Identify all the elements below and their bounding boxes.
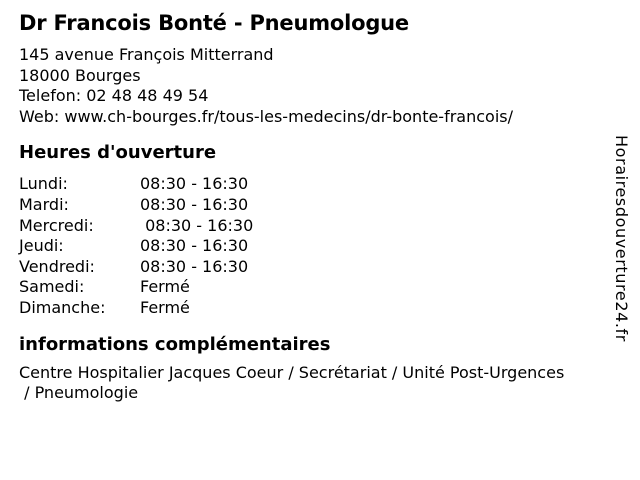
additional-info-heading: informations complémentaires	[19, 333, 331, 355]
hours-row-saturday	[19, 277, 640, 298]
address-line-street: 145 avenue François Mitterrand	[19, 45, 274, 64]
opening-hours-table	[19, 174, 640, 318]
hours-row-friday	[19, 257, 640, 278]
day-hours: 08:30 - 16:30	[140, 256, 249, 276]
day-hours: 08:30 - 16:30	[140, 174, 249, 194]
web-line	[19, 107, 640, 128]
hours-row-sunday	[19, 298, 640, 319]
additional-info-text	[19, 363, 619, 404]
opening-hours-heading: Heures d'ouverture	[19, 142, 217, 164]
contact-block	[19, 45, 640, 127]
phone-label: Telefon:	[19, 86, 82, 106]
address-line-city: 18000 Bourges	[19, 65, 141, 85]
page-title: Dr Francois Bonté - Pneumologue	[19, 11, 409, 35]
hours-row-monday	[19, 174, 640, 195]
day-label: Lundi:	[19, 174, 68, 194]
phone-number: 02 48 48 49 54	[86, 86, 209, 106]
additional-info-line: / Pneumologie	[19, 383, 139, 403]
hours-row-thursday	[19, 236, 640, 257]
day-label: Vendredi:	[19, 256, 95, 276]
web-label: Web:	[19, 106, 60, 126]
day-label: Mardi:	[19, 194, 69, 214]
additional-info-line: Centre Hospitalier Jacques Coeur / Secrétariat / Unité Post-Urgences	[19, 362, 565, 382]
day-hours: 08:30 - 16:30	[140, 215, 254, 235]
web-url-link[interactable]: www.ch-bourges.fr/tous-les-medecins/dr-bonte-francois/	[64, 106, 513, 126]
day-hours: Fermé	[140, 297, 190, 317]
day-hours: Fermé	[140, 277, 190, 297]
hours-row-wednesday	[19, 216, 640, 237]
hours-row-tuesday	[19, 195, 640, 216]
phone-line	[19, 86, 640, 107]
day-label: Jeudi:	[19, 236, 64, 256]
day-label: Dimanche:	[19, 297, 106, 317]
watermark-branding: Horairesdouverture24.fr	[612, 135, 631, 342]
day-label: Mercredi:	[19, 215, 94, 235]
day-label: Samedi:	[19, 277, 85, 297]
day-hours: 08:30 - 16:30	[140, 194, 249, 214]
day-hours: 08:30 - 16:30	[140, 236, 249, 256]
